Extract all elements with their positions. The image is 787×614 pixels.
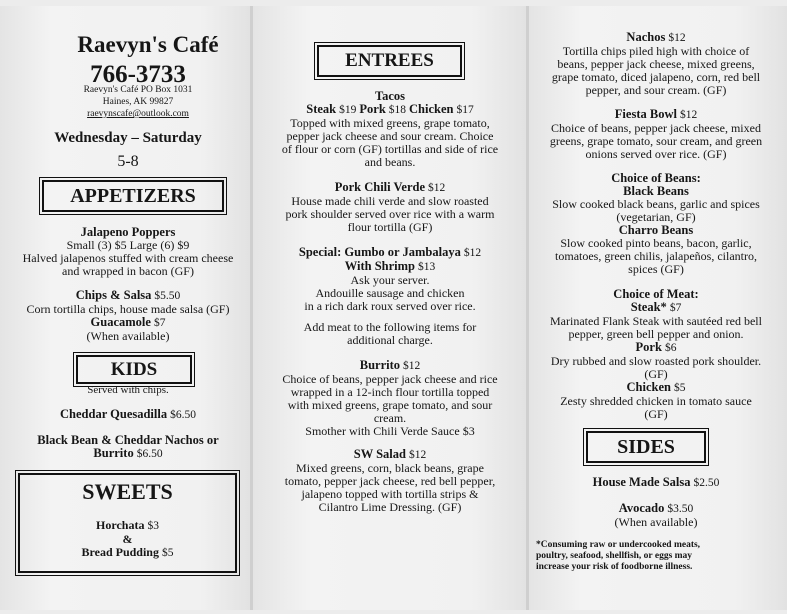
item-name: Jalapeno Poppers xyxy=(80,225,176,239)
item-price: $5 xyxy=(673,382,686,394)
item-description: Andouille sausage and chicken xyxy=(315,286,465,300)
sides-heading: SIDES xyxy=(586,431,706,463)
item-description: cream. xyxy=(373,411,407,425)
item-price: $12 xyxy=(679,109,698,121)
item-description: Choice of beans, pepper jack cheese, mixed xyxy=(551,121,761,135)
item-price: $5 xyxy=(161,547,174,559)
item-price: $12 xyxy=(408,449,427,461)
section-heading: Choice of Meat: xyxy=(613,287,699,301)
menu-item-special xyxy=(256,246,524,313)
item-name: Pork Chili Verde xyxy=(334,180,426,194)
item-description: Slow cooked pinto beans, bacon, garlic, xyxy=(560,236,752,250)
item-price: $17 xyxy=(456,104,474,116)
item-description: (vegetarian, GF) xyxy=(616,210,696,224)
ampersand: & xyxy=(122,532,133,546)
item-description: greens, grape tomato, sour cream, and green xyxy=(549,134,763,148)
item-description: (GF) xyxy=(644,407,668,421)
sweets-box xyxy=(18,473,237,573)
item-description: onions served over rice. (GF) xyxy=(585,147,727,161)
item-name: Pork xyxy=(635,340,662,354)
item-name: Nachos xyxy=(626,30,666,44)
item-description: of flour or corn (GF) tortillas and side of rice xyxy=(281,142,499,156)
item-price: Small (3) $5 Large (6) $9 xyxy=(66,238,190,252)
item-description: Choice of beans, pepper jack cheese and rice xyxy=(282,372,498,386)
item-description: and beans. xyxy=(364,155,416,169)
item-name: Black Beans xyxy=(623,184,689,198)
appetizers-heading: APPETIZERS xyxy=(42,180,224,212)
menu-item-burrito xyxy=(256,359,524,438)
item-description: tomato, pepper jack cheese, red bell pepper, xyxy=(284,474,496,488)
menu-item-chips-salsa xyxy=(6,289,250,343)
item-description: House made chili verde and slow roasted xyxy=(291,194,489,208)
item-description: Ask your server. xyxy=(350,273,430,287)
item-name: Tacos xyxy=(374,89,406,103)
kids-note: Served with chips. xyxy=(87,384,169,396)
menu-item-sw-salad xyxy=(256,448,524,514)
kids-heading: KIDS xyxy=(76,355,192,384)
address-line: Haines, AK 99827 xyxy=(102,97,174,107)
item-price: $6.50 xyxy=(170,409,196,421)
item-description: grape tomato, diced jalapeno, corn, red bell xyxy=(551,70,761,84)
item-price: $6 xyxy=(664,342,677,354)
item-description: Slow cooked black beans, garlic and spices xyxy=(552,197,760,211)
item-description: Halved jalapenos stuffed with cream cheese xyxy=(22,251,234,265)
item-name: Bread Pudding xyxy=(81,545,159,559)
item-price: $18 xyxy=(388,104,407,116)
item-name: Charro Beans xyxy=(618,223,694,237)
item-name: Burrito xyxy=(93,446,134,460)
item-price: $3 xyxy=(147,520,159,532)
phone-number: 766-3733 xyxy=(90,61,186,88)
item-addon: Smother with Chili Verde Sauce $3 xyxy=(305,424,475,438)
item-description: pepper, green bell pepper and onion. xyxy=(568,327,744,341)
item-description: Dry rubbed and slow roasted pork shoulder. xyxy=(550,354,762,368)
item-name: Cheddar Quesadilla xyxy=(60,407,168,421)
address-block xyxy=(26,84,250,120)
item-price: $7 xyxy=(669,302,682,314)
item-description: flour tortilla (GF) xyxy=(347,220,433,234)
menu-item-fiesta-bowl xyxy=(528,108,784,161)
item-description: with mixed greens, grape tomato, and sour xyxy=(287,398,493,412)
choice-of-beans xyxy=(528,172,784,276)
item-price: $6.50 xyxy=(136,448,163,460)
menu-item-nachos xyxy=(528,31,784,97)
item-name: Burrito xyxy=(359,358,401,372)
item-description: jalapeno topped with tortilla strips & xyxy=(301,487,479,501)
item-price: $5.50 xyxy=(154,290,181,302)
item-description: in a rich dark roux served over rice. xyxy=(304,299,476,313)
entrees-heading: ENTREES xyxy=(317,45,462,77)
item-name: Special: Gumbo or Jambalaya xyxy=(298,245,461,259)
choice-of-meat xyxy=(528,288,784,421)
add-meat-note: Add meat to the following items for additional charge. xyxy=(303,320,477,347)
section-heading: Choice of Beans: xyxy=(611,171,701,185)
item-description: Topped with mixed greens, grape tomato, xyxy=(290,116,490,130)
item-description: pepper jack cheese and sour cream. Choice xyxy=(286,129,494,143)
item-name: Avocado xyxy=(618,501,665,515)
fold-line xyxy=(250,6,253,610)
address-line: Raevyn's Café PO Box 1031 xyxy=(83,85,193,95)
item-price: $12 xyxy=(428,182,446,194)
item-description: beans, pepper jack cheese, mixed greens, xyxy=(557,57,755,71)
item-description: Mixed greens, corn, black beans, grape xyxy=(296,461,484,475)
item-name: Steak* xyxy=(630,300,667,314)
left-column xyxy=(6,0,250,614)
item-name: With Shrimp xyxy=(344,259,416,273)
sweets-heading: SWEETS xyxy=(82,479,173,504)
item-name: Chicken xyxy=(626,380,671,394)
item-description: Corn tortilla chips, house made salsa (GF) xyxy=(26,302,230,316)
middle-column xyxy=(256,0,524,614)
item-name: Chips & Salsa xyxy=(75,288,152,302)
menu-item-house-salsa xyxy=(528,476,784,490)
open-hours: 5-8 xyxy=(117,153,139,170)
item-price: $7 xyxy=(153,317,166,329)
item-description: Marinated Flank Steak with sautéed red bell xyxy=(550,314,762,328)
item-description: (When available) xyxy=(86,329,170,343)
menu-item-cheddar-quesadilla xyxy=(6,408,250,422)
item-description: and wrapped in bacon (GF) xyxy=(62,264,194,278)
item-name: Fiesta Bowl xyxy=(614,107,677,121)
item-price: $2.50 xyxy=(693,477,720,489)
item-price: $12 xyxy=(403,360,421,372)
item-price: $13 xyxy=(418,261,436,273)
item-price: $19 xyxy=(339,104,357,116)
item-name: Guacamole xyxy=(90,315,151,329)
open-days: Wednesday – Saturday xyxy=(54,130,202,146)
item-description: pork shoulder served over rice with a warm xyxy=(285,207,495,221)
item-name: SW Salad xyxy=(353,447,406,461)
food-safety-disclaimer: *Consuming raw or undercooked meats, poultry, seafood, shellfish, or eggs may increase your risk of foodborne illness. xyxy=(536,540,701,572)
item-description: wrapped in a 12-inch flour tortilla topped xyxy=(290,385,490,399)
item-description: spices (GF) xyxy=(628,262,684,276)
menu-item-nachos-burrito xyxy=(6,434,250,461)
right-column xyxy=(528,0,784,614)
item-description: (GF) xyxy=(644,367,668,381)
item-price: $12 xyxy=(668,32,686,44)
menu-item-avocado xyxy=(528,502,784,529)
item-name: Black Bean & Cheddar Nachos or xyxy=(37,433,219,447)
item-description: (When available) xyxy=(614,515,698,529)
item-description: Zesty shredded chicken in tomato sauce xyxy=(560,394,752,408)
item-name: Horchata xyxy=(96,518,145,532)
email-link[interactable]: raevynscafe@outlook.com xyxy=(87,109,189,119)
item-price: $12 xyxy=(463,247,482,259)
menu-item-tacos: Tacos Steak $19 Pork $18 Chicken $17 Topped with mixed greens, grape tomato, pepper jack cheese and sour cream. Choice of flour or corn (GF) tortillas and side of rice and beans. xyxy=(256,90,524,169)
cafe-name: Raevyn's Café xyxy=(77,32,219,57)
menu-item-pork-chili-verde xyxy=(256,181,524,234)
menu-item-jalapeno-poppers xyxy=(6,226,250,278)
item-description: tomatoes, green chilis, jalapeños, cilantro, xyxy=(555,249,757,263)
item-price: $3.50 xyxy=(667,503,694,515)
item-name: House Made Salsa xyxy=(592,475,691,489)
item-description: Cilantro Lime Dressing. (GF) xyxy=(318,500,462,514)
item-description: pepper, and sour cream. (GF) xyxy=(585,83,727,97)
item-description: Tortilla chips piled high with choice of xyxy=(562,44,750,58)
